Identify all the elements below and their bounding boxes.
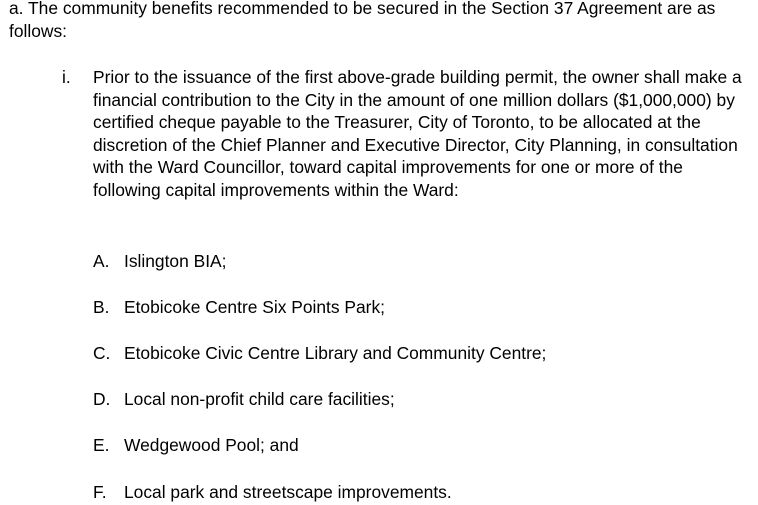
subitem-d: [93, 388, 733, 411]
subitem-b: [93, 296, 733, 319]
subitem-letter: D.: [93, 389, 111, 409]
subitem-text: Etobicoke Civic Centre Library and Community Centre;: [124, 343, 547, 363]
subitem-letter: F.: [93, 482, 107, 502]
subitem-text: Wedgewood Pool; and: [124, 435, 299, 455]
subitem-text: Etobicoke Centre Six Points Park;: [124, 297, 385, 317]
item-i-marker: i.: [62, 67, 71, 87]
subitem-text: Local non-profit child care facilities;: [124, 389, 395, 409]
subitem-e: [93, 434, 733, 457]
subitem-letter: B.: [93, 297, 110, 317]
section-a-text: The community benefits recommended to be secured in the Section 37 Agreement are as follows:: [9, 0, 716, 41]
section-a-marker: a.: [9, 0, 24, 18]
subitem-text: Local park and streetscape improvements.: [124, 482, 452, 502]
item-i-text: Prior to the issuance of the first above-grade building permit, the owner shall make a financial contribution to the City in the amount of one million dollars ($1,000,000) by certified cheque payable to the Treasurer, City of Toronto, to be allocated at the discretion of the Chief Planner and Executive Director, City Planning, in consultation with the Ward Councillor, toward capital improvements for one or more of the following capital improvements within the Ward:: [93, 67, 742, 200]
section-a-intro: [9, 0, 749, 42]
subitem-letter: A.: [93, 251, 110, 271]
subitem-f: [93, 481, 733, 504]
subitem-letter: C.: [93, 343, 111, 363]
subitem-a: [93, 250, 733, 273]
subitem-c: [93, 342, 733, 365]
subitem-text: Islington BIA;: [124, 251, 227, 271]
subitem-letter: E.: [93, 435, 110, 455]
